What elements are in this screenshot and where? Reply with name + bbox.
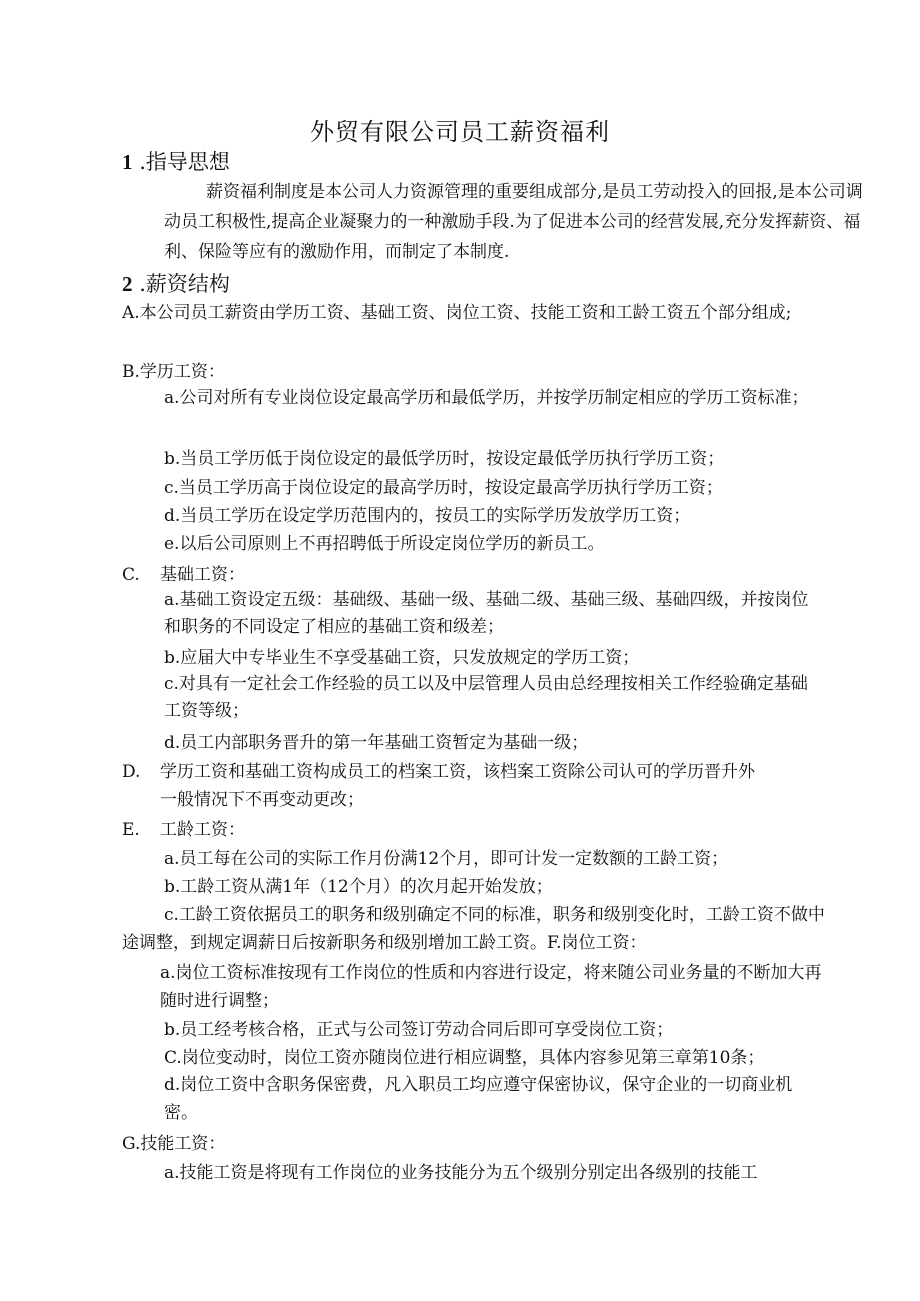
clause-g-title: G.技能工资： (122, 1134, 226, 1154)
clause-c-item-a: a.基础工资设定五级：基础级、基础一级、基础二级、基础三级、基础四级，并按岗位和职务的不同设定了相应的基础工资和级差； (164, 590, 809, 637)
clause-e-item-b: b.工龄工资从满1年（12个月）的次月起开始发放； (164, 877, 553, 897)
clause-g-item-a: a.技能工资是将现有工作岗位的业务技能分为五个级别分别定出各级别的技能工 (164, 1163, 758, 1183)
clause-b-item-d: d.当员工学历在设定学历范围内的，按员工的实际学历发放学历工资； (164, 506, 691, 526)
section-1-heading (122, 146, 230, 176)
clause-f-item-a: a.岗位工资标准按现有工作岗位的性质和内容进行设定，将来随公司业务量的不断加大再随时进行调整； (160, 963, 822, 1011)
section-2-heading (122, 268, 230, 298)
clause-b-item-c: c.当员工学历高于岗位设定的最高学历时，按设定最高学历执行学历工资； (164, 478, 723, 498)
clause-b-title: B.学历工资： (122, 362, 225, 382)
section-1-paragraph: 薪资福利制度是本公司人力资源管理的重要组成部分,是员工劳动投入的回报,是本公司调动员工积极性,提高企业凝聚力的一种激励手段.为了促进本公司的经营发展,充分发挥薪资、福利、保险等应有的激励作用，而制定了本制度. (164, 182, 863, 262)
clause-a-text: A.本公司员工薪资由学历工资、基础工资、岗位工资、技能工资和工龄工资五个部分组成; (122, 303, 792, 323)
clause-f-item-d: d.岗位工资中含职务保密费，凡入职员工均应遵守保密协议，保守企业的一切商业机密。 (164, 1075, 793, 1123)
clause-c-item-b: b.应届大中专毕业生不享受基础工资，只发放规定的学历工资； (164, 648, 640, 668)
section-2-number: 2 (122, 272, 133, 296)
clause-b-item-a: a.公司对所有专业岗位设定最高学历和最低学历，并按学历制定相应的学历工资标准； (164, 388, 809, 408)
document-title: 外贸有限公司员工薪资福利 (310, 118, 610, 146)
section-1-number: 1 (122, 150, 133, 174)
clause-b-item-b: b.当员工学历低于岗位设定的最低学历时，按设定最低学历执行学历工资； (164, 449, 725, 469)
clause-c-item-d: d.员工内部职务晋升的第一年基础工资暂定为基础一级； (164, 733, 589, 753)
clause-b-item-e: e.以后公司原则上不再招聘低于所设定岗位学历的新员工。 (164, 534, 605, 554)
clause-e-label: E. (122, 820, 140, 840)
section-1-title: .指导思想 (139, 150, 230, 174)
section-2-title: .薪资结构 (139, 272, 230, 296)
clause-e-item-a: a.员工每在公司的实际工作月份满12个月，即可计发一定数额的工龄工资； (164, 849, 729, 869)
clause-c-title: 基础工资： (160, 565, 245, 585)
clause-d-text: 学历工资和基础工资构成员工的档案工资，该档案工资除公司认可的学历晋升外一般情况下不再变动更改； (160, 762, 755, 810)
clause-e-title: 工龄工资： (160, 820, 245, 840)
clause-d-label: D. (122, 762, 141, 782)
clause-c-item-c: c.对具有一定社会工作经验的员工以及中层管理人员由总经理按相关工作经验确定基础工资等级； (164, 674, 808, 721)
clause-f-item-c: C.岗位变动时，岗位工资亦随岗位进行相应调整，具体内容参见第三章第10条； (164, 1048, 765, 1068)
clause-f-item-b: b.员工经考核合格，正式与公司签订劳动合同后即可享受岗位工资； (164, 1020, 674, 1040)
clause-e-item-c: c.工龄工资依据员工的职务和级别确定不同的标准，职务和级别变化时，工龄工资不做中途调整，到规定调薪日后按新职务和级别增加工龄工资。F.岗位工资： (122, 905, 825, 953)
clause-c-label: C. (122, 565, 140, 585)
